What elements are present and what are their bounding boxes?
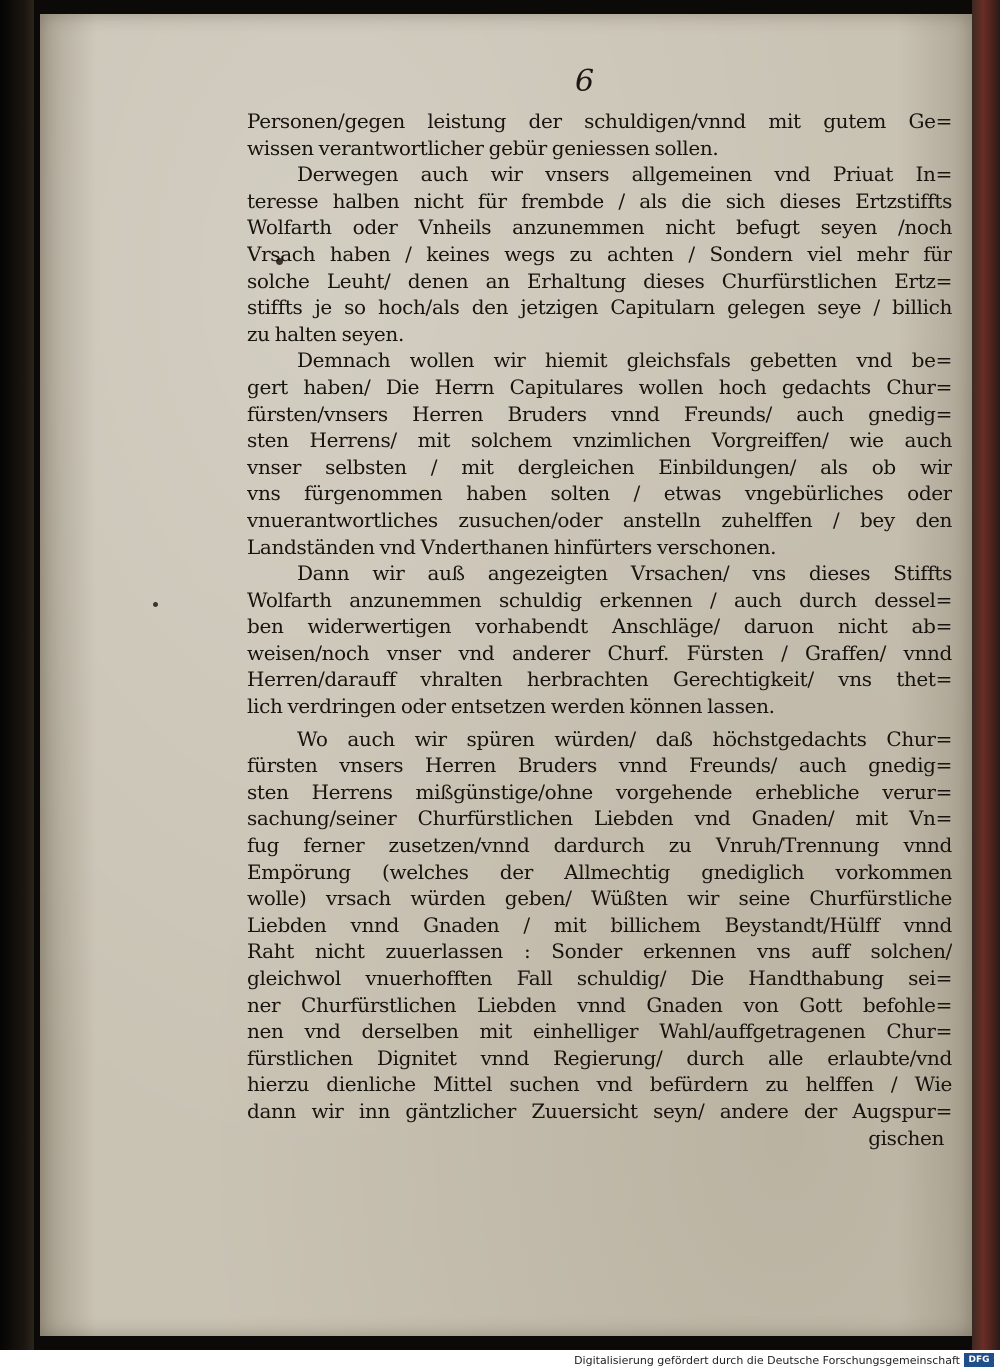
text-line: vns fürgenommen haben solten / etwas vngebürliches oder [247,481,952,506]
ink-spot [153,602,158,607]
text-line: lich verdringen oder entsetzen werden können lassen. [247,694,775,719]
text-line: Empörung (welches der Allmechtig gnediglich vorkommen [247,859,952,884]
text-line: Landständen vnd Vnderthanen hinfürters verschonen. [247,534,777,559]
book-edge-right [972,0,1000,1350]
text-line: ben widerwertigen vorhabendt Anschläge/ daruon nicht ab= [247,614,952,639]
text-line: stiffts je so hoch/als den jetzigen Capitularn gelegen seye / billich [247,295,952,320]
text-line: Herren/darauff vhralten herbrachten Gerechtigkeit/ vns thet= [247,667,952,692]
page-number: 6 [575,64,595,99]
text-line: wolle) vrsach würden geben/ Wüßten wir seine Churfürstliche [247,886,952,911]
text-line: Wolfarth oder Vnheils anzunemmen nicht befugt seyen /noch [247,215,952,240]
text-line: Demnach wollen wir hiemit gleichsfals gebetten vnd be= [297,348,952,373]
text-line: zu halten seyen. [247,321,404,346]
text-line: teresse halben nicht für frembde / als die sich dieses Ertzstiffts [247,188,952,213]
text-line: fürsten vnsers Herren Bruders vnnd Freunds/ auch gnedig= [247,753,952,778]
dfg-logo-icon: DFG [964,1353,994,1367]
text-line: gert haben/ Die Herrn Capitulares wollen hoch gedachts Chur= [247,374,952,399]
text-line: ner Churfürstlichen Liebden vnnd Gnaden von Gott befohle= [247,992,952,1017]
text-line: Vrsach haben / keines wegs zu achten / Sondern viel mehr für [247,241,952,266]
text-line: Dann wir auß angezeigten Vrsachen/ vns dieses Stiffts [297,561,952,586]
text-line: Wo auch wir spüren würden/ daß höchstgedachts Chur= [297,726,952,751]
text-line: vnuerantwortliches zusuchen/oder anstelln zuhelffen / bey den [247,507,952,532]
text-line: Wolfarth anzunemmen schuldig erkennen / auch durch dessel= [247,587,952,612]
text-line: Personen/gegen leistung der schuldigen/vnnd mit gutem Ge= [247,109,952,133]
funding-credit: Digitalisierung gefördert durch die Deutsche Forschungsgemeinschaft [574,1354,960,1367]
text-line: Liebden vnnd Gnaden / mit billichem Beystandt/Hülff vnnd [247,912,952,937]
text-line: solche Leuht/ denen an Erhaltung dieses Churfürstlichen Ertz= [247,268,952,293]
text-line: vnser selbsten / mit dergleichen Einbildungen/ als ob wir [247,454,952,479]
text-line: dann wir inn gäntzlicher Zuuersicht seyn/ andere der Augspur= [247,1098,952,1123]
text-line: nen vnd derselben mit einhelliger Wahl/auffgetragenen Chur= [247,1019,952,1044]
text-line: fürsten/vnsers Herren Bruders vnnd Freunds/ auch gnedig= [247,401,952,426]
text-line: gleichwol vnuerhofften Fall schuldig/ Die Handthabung sei= [247,966,952,990]
footer-bar [0,1350,1000,1370]
text-line: fürstlichen Dignitet vnnd Regierung/ durch alle erlaubte/vnd [247,1045,952,1070]
scan-background-left [0,0,34,1350]
text-line: sachung/seiner Churfürstlichen Liebden vnd Gnaden/ mit Vn= [247,806,952,831]
text-line: Raht nicht zuuerlassen : Sonder erkennen vns auff solchen/ [247,939,952,964]
text-line: hierzu dienliche Mittel suchen vnd befürdern zu helffen / Wie [247,1072,952,1097]
text-line: fug ferner zusetzen/vnnd dardurch zu Vnruh/Trennung vnnd [247,833,952,858]
text-line: weisen/noch vnser vnd anderer Churf. Fürsten / Graffen/ vnnd [247,640,952,665]
text-line: Derwegen auch wir vnsers allgemeinen vnd Priuat In= [297,162,952,187]
text-line: wissen verantwortlicher gebür geniessen sollen. [247,135,719,160]
text-line: sten Herrens/ mit solchem vnzimlichen Vorgreiffen/ wie auch [247,428,952,453]
body-text [247,108,952,1151]
catchword: gischen [868,1125,944,1150]
text-line: sten Herrens mißgünstige/ohne vorgehende erhebliche verur= [247,779,952,804]
